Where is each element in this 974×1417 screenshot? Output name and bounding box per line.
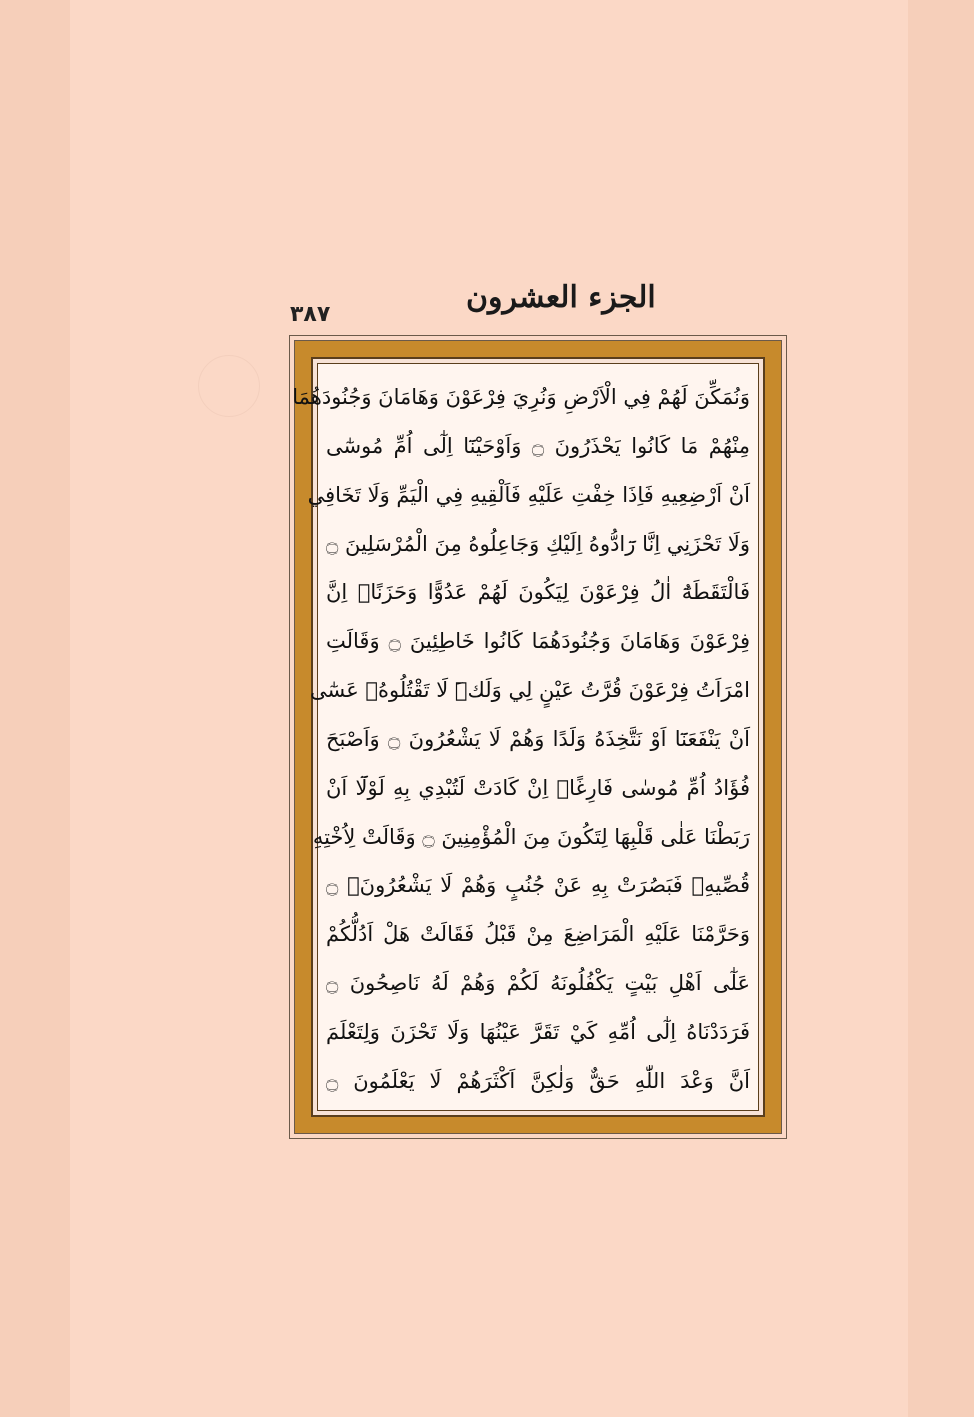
text-line: فَالْتَقَطَهُٓ اٰلُ فِرْعَوْنَ لِيَكُونَ لَهُمْ عَدُوًّا وَحَزَنًاۜ اِنَّ <box>326 580 750 605</box>
text-line: وَنُمَكِّنَ لَهُمْ فِي الْاَرْضِ وَنُرِيَ فِرْعَوْنَ وَهَامَانَ وَجُنُودَهُمَا <box>292 385 750 409</box>
text-area <box>292 363 759 1111</box>
text-line: امْرَاَتُ فِرْعَوْنَ قُرَّتُ عَيْنٍ لِي وَلَكَۜ لَا تَقْتُلُوهُۗ عَسٰٓى <box>309 678 750 703</box>
text-frame <box>289 335 787 1139</box>
frame-gold-band <box>294 340 782 1134</box>
text-line: مِنْهُمْ مَا كَانُوا يَحْذَرُونَ ۝ وَاَوْحَيْنَٓا اِلٰٓى اُمِّ مُوسٰٓى <box>326 433 750 458</box>
frame-inner-border <box>292 357 765 1117</box>
text-line: قُصِّيهِۘ فَبَصُرَتْ بِهِ عَنْ جُنُبٍ وَهُمْ لَا يَشْعُرُونَۙ ۝ <box>326 873 750 898</box>
page-header <box>290 280 786 330</box>
text-line: عَلٰٓى اَهْلِ بَيْتٍ يَكْفُلُونَهُ لَكُمْ وَهُمْ لَهُ نَاصِحُونَ ۝ <box>326 971 750 996</box>
text-line: فُؤَادُ اُمِّ مُوسٰى فَارِغًاۜ اِنْ كَادَتْ لَتُبْدِي بِهِ لَوْلَٓا اَنْ <box>326 775 750 800</box>
faded-stamp <box>198 355 260 417</box>
text-line: اَنَّ وَعْدَ اللّٰهِ حَقٌّ وَلٰكِنَّ اَكْثَرَهُمْ لَا يَعْلَمُونَ ۝ <box>326 1068 750 1093</box>
text-line: اَنْ يَنْفَعَنَٓا اَوْ نَتَّخِذَهُ وَلَدًا وَهُمْ لَا يَشْعُرُونَ ۝ وَاَصْبَحَ <box>326 726 751 751</box>
text-line: اَنْ اَرْضِعِيهِ فَاِذَا خِفْتِ عَلَيْهِ فَاَلْقِيهِ فِي الْيَمِّ وَلَا تَخَافِي <box>307 482 750 507</box>
text-line: رَبَطْنَا عَلٰى قَلْبِهَا لِتَكُونَ مِنَ الْمُؤْمِنِينَ ۝ وَقَالَتْ لِاُخْتِهِ <box>312 824 750 849</box>
text-line: وَحَرَّمْنَا عَلَيْهِ الْمَرَاضِعَ مِنْ قَبْلُ فَقَالَتْ هَلْ اَدُلُّكُمْ <box>326 922 750 947</box>
juz-title: الجزء العشرون <box>466 280 656 315</box>
text-line: وَلَا تَحْزَنِي اِنَّا رَٓادُّوهُ اِلَيْكِ وَجَاعِلُوهُ مِنَ الْمُرْسَلِينَ ۝ <box>326 531 750 556</box>
text-line: فِرْعَوْنَ وَهَامَانَ وَجُنُودَهُمَا كَانُوا خَاطِئِينَ ۝ وَقَالَتِ <box>326 629 750 654</box>
text-line: فَرَدَدْنَاهُ اِلٰٓى اُمِّهِ كَيْ تَقَرَّ عَيْنُهَا وَلَا تَحْزَنَ وَلِتَعْلَمَ <box>326 1019 750 1044</box>
page-number: ٣٨٧ <box>290 302 331 327</box>
text-block <box>292 378 751 1100</box>
